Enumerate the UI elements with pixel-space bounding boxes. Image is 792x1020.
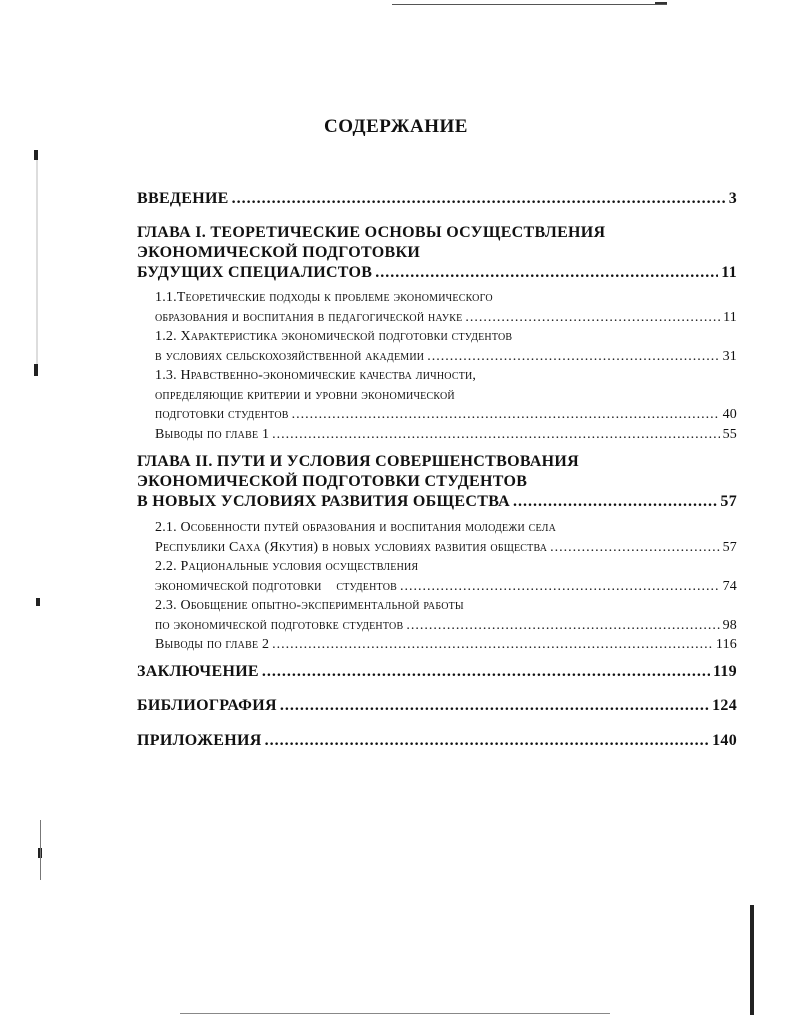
toc-label: Республики Саха (Якутия) в новых условиях развития общества xyxy=(155,540,548,555)
leader-dots xyxy=(513,493,717,511)
toc-label: БИБЛИОГРАФИЯ xyxy=(137,697,277,714)
toc-entry-section-2-2[interactable] xyxy=(155,579,737,595)
leader-dots xyxy=(375,264,718,282)
leader-dots xyxy=(406,618,719,634)
leader-dots xyxy=(265,732,710,750)
toc-label: ЗАКЛЮЧЕНИЕ xyxy=(137,663,259,680)
toc-label: в условиях сельскохозяйственной академии xyxy=(155,349,425,364)
toc-entry-appendices[interactable] xyxy=(137,732,737,750)
toc-page-number: 11 xyxy=(721,264,737,281)
leader-dots xyxy=(262,663,710,681)
toc-page-number: 124 xyxy=(712,697,737,714)
leader-dots xyxy=(292,407,720,423)
chapter-2-title-line1: ГЛАВА II. ПУТИ И УСЛОВИЯ СОВЕРШЕНСТВОВАНИЯ xyxy=(137,453,580,470)
section-1-1-line1: 1.1.Теоретические подходы к проблеме экономического xyxy=(155,290,493,305)
chapter-2-title-line2: ЭКОНОМИЧЕСКОЙ ПОДГОТОВКИ СТУДЕНТОВ xyxy=(137,473,528,490)
toc-page-number: 57 xyxy=(722,540,737,555)
leader-dots xyxy=(280,697,709,715)
toc-entry-section-2-1[interactable] xyxy=(155,540,737,556)
page-title: СОДЕРЖАНИЕ xyxy=(324,116,468,137)
leader-dots xyxy=(427,349,719,365)
toc-page-number: 98 xyxy=(722,618,737,633)
toc-page-number: 116 xyxy=(715,637,737,652)
toc-entry-introduction[interactable] xyxy=(137,190,737,208)
toc-entry-section-2-3[interactable] xyxy=(155,618,737,634)
toc-page-number: 74 xyxy=(722,579,737,594)
toc-label: Выводы по главе 1 xyxy=(155,427,270,442)
toc-page-number: 119 xyxy=(712,663,737,680)
toc-label: экономической подготовки студентов xyxy=(155,579,397,594)
leader-dots xyxy=(272,637,713,653)
leader-dots xyxy=(400,579,720,595)
toc-entry-section-1-3[interactable] xyxy=(155,407,737,423)
chapter-1-title-line1: ГЛАВА I. ТЕОРЕТИЧЕСКИЕ ОСНОВЫ ОСУЩЕСТВЛЕНИЯ xyxy=(137,224,606,241)
chapter-1-title-line2: ЭКОНОМИЧЕСКОЙ ПОДГОТОВКИ xyxy=(137,244,421,261)
leader-dots xyxy=(272,427,719,443)
leader-dots xyxy=(465,310,720,326)
toc-page-number: 55 xyxy=(722,427,737,442)
toc-label: по экономической подготовке студентов xyxy=(155,618,404,633)
leader-dots xyxy=(550,540,719,556)
toc-page-number: 3 xyxy=(728,190,737,207)
toc-page-number: 57 xyxy=(720,493,737,510)
leader-dots xyxy=(232,190,726,208)
toc-entry-chapter-2-conclusions[interactable] xyxy=(155,637,737,653)
section-1-2-line1: 1.2. Характеристика экономической подготовки студентов xyxy=(155,329,513,344)
toc-page-number: 40 xyxy=(722,407,737,422)
toc-page-number: 140 xyxy=(712,732,737,749)
section-2-3-line1: 2.3. Обобщение опытно-экспериментальной работы xyxy=(155,598,464,613)
toc-label: ВВЕДЕНИЕ xyxy=(137,190,229,207)
toc-entry-chapter-1[interactable] xyxy=(137,264,737,282)
section-2-2-line1: 2.2. Рациональные условия осуществления xyxy=(155,559,419,574)
toc-label: образования и воспитания в педагогической науке xyxy=(155,310,463,325)
toc-entry-chapter-2[interactable] xyxy=(137,493,737,511)
section-1-3-line2: определяющие критерии и уровни экономической xyxy=(155,388,455,403)
toc-entry-chapter-1-conclusions[interactable] xyxy=(155,427,737,443)
toc-entry-section-1-2[interactable] xyxy=(155,349,737,365)
toc-label: В НОВЫХ УСЛОВИЯХ РАЗВИТИЯ ОБЩЕСТВА xyxy=(137,493,511,510)
toc-label: подготовки студентов xyxy=(155,407,289,422)
toc-label: Выводы по главе 2 xyxy=(155,637,270,652)
section-1-3-line1: 1.3. Нравственно-экономические качества личности, xyxy=(155,368,477,383)
toc-label: БУДУЩИХ СПЕЦИАЛИСТОВ xyxy=(137,264,373,281)
toc-label: ПРИЛОЖЕНИЯ xyxy=(137,732,262,749)
toc-page-number: 11 xyxy=(723,310,737,325)
toc-entry-conclusion[interactable] xyxy=(137,663,737,681)
toc-page-number: 31 xyxy=(722,349,737,364)
section-2-1-line1: 2.1. Особенности путей образования и воспитания молодежи села xyxy=(155,520,557,535)
toc-entry-bibliography[interactable] xyxy=(137,697,737,715)
toc-entry-section-1-1[interactable] xyxy=(155,310,737,326)
